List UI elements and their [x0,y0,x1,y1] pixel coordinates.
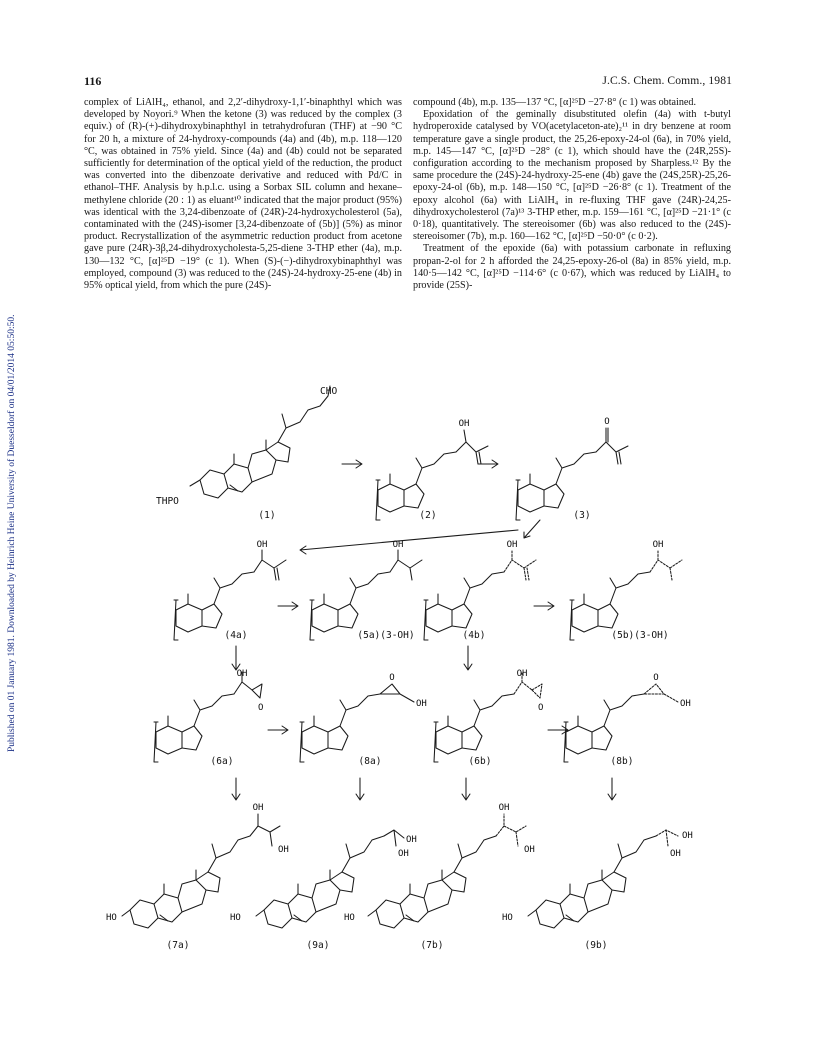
compound-5a-structure [310,550,422,640]
compound-label-2: (2) [419,510,437,521]
epoxide-o-label: O [538,703,544,713]
compound-9b-structure [528,830,678,928]
arrow-4a-to-5a [278,602,298,610]
journal-header: J.C.S. Chem. Comm., 1981 [602,74,732,87]
compound-label-9a: (9a) [306,940,330,951]
compound-label-3: (3) [573,510,591,521]
compound-label-7a: (7a) [166,940,190,951]
oh-label: OH [278,845,289,855]
oh-label: OH [236,669,248,679]
compound-3-structure [516,428,628,520]
compound-label-6b: (6b) [468,756,492,767]
reaction-scheme [0,380,816,980]
arrow-8a-to-9a [356,778,364,800]
ho-label: HO [106,913,117,923]
arrow-6a-to-7a [232,778,240,800]
ho-label: HO [344,913,355,923]
oh-label: OH [506,540,518,550]
oh-label: OH [256,540,268,550]
oh-label: OH [406,835,417,845]
compound-4a-structure [174,550,286,640]
arrow-1-to-2 [342,460,362,468]
compound-label-5b: (5b)(3-OH) [611,630,669,641]
ketone-o-label: O [604,417,610,427]
compound-label-1: (1) [258,510,276,521]
compound-5b-structure [570,550,682,640]
right-column [413,97,731,292]
cho-label: CHO [320,386,338,397]
arrow-8b-to-9b [608,778,616,800]
compound-label-6a: (6a) [210,756,234,767]
compound-8b-structure [564,684,678,762]
oh-label: OH [392,540,404,550]
paragraph: Treatment of the epoxide (6a) with potassium carbonate in refluxing propan-2-ol for 2 h afforded the 24,25-epoxy-26-ol (8a) in 85% yield, m.p. 140·5—142 °C, [α]²⁵D −114·6° (c 0·67), which was reduced by LiAlH₄ to provide (25S)- [413,243,731,292]
compound-8a-structure [300,684,414,762]
paragraph: complex of LiAlH₄, ethanol, and 2,2′-dihydroxy-1,1′-binaphthyl which was developed by Noyori.⁹ When the ketone (3) was reduced by the complex (3 equiv.) of (R)-(+)-dihydroxybinaphthyl in tetrahydrofuran (THF) at −90 °C for 20 h, a mixture of 24-hydroxy-compounds (4a) and (4b), m.p. 118—120 °C, was obtained in 75% yield. Since (4a) and (4b) could not be separated sufficiently for determination of the optical yield of the reduction, the product was converted into the dibenzoate derivative and reduced with Pd/C in ethanol–THF. Analysis by h.p.l.c. using a Sorbax SIL column and hexane–methylene chloride (20 : 1) as eluant¹⁰ indicated that the major product (95%) was identical with the 3,24-dibenzoate of (24R)-24-hydroxycholesterol (5a), contaminated with the (24S)-isomer [3,24-dibenzoate of (5b)] (5%) as minor product. Recrystallization of the asymmetric reduction product from acetone gave pure (24R)-3β,24-dihydroxycholesta-5,25-diene 3-THP ether (4a), m.p. 130—132 °C, [α]²⁵D −19° (c 1). When (S)-(−)-dihydroxybinaphthyl was employed, compound (3) was reduced to the (24S)-24-hydroxy-25-ene (4b) in 95% optical yield, from which the pure (24S)- [84,97,402,292]
epoxide-o-label: O [653,673,659,683]
compound-label-4b: (4b) [462,630,486,641]
left-column [84,97,402,292]
epoxide-o-label: O [389,673,395,683]
arrow-3-down [524,520,540,538]
oh-label: OH [416,699,427,709]
compound-label-7b: (7b) [420,940,444,951]
arrow-6b-to-7b [462,778,470,800]
arrow-4b-to-5b [534,602,554,610]
paragraph: Epoxidation of the geminally disubstituted olefin (4a) with t-butyl hydroperoxide catalysed by VO(acetylaceton-ate)₂¹¹ in dry benzene at room temperature gave a single product, the 25,26-epoxy-24-ol (6a), in 70% yield, m.p. 145—147 °C, [α]²⁵D −28° (c 1), which should have the (24R,25S)-configuration according to the mechanism proposed by Sharpless.¹² By the same procedure the (24S)-24-hydroxy-25-ene (4b) gave the (24S,25R)-25,26-epoxy-24-ol (6b), m.p. 148—150 °C, [α]²⁵D −26·8° (c 1). Treatment of the epoxy alcohol (6a) with LiAlH₄ in re-fluxing THF gave (24R)-24,25-dihydroxycholesterol (7a)¹³ 3-THP ether, m.p. 159—161 °C, [α]²⁵D −21·1° (c 0·18), quantitatively. The stereoisomer (6b) was also reduced to the (24S)-stereoisomer (7b), m.p. 160—162 °C, [α]²⁵D −50·0° (c 0·2). [413,109,731,243]
epoxide-o-label: O [258,703,264,713]
compound-label-4a: (4a) [224,630,248,641]
ho-label: HO [502,913,513,923]
oh-label: OH [524,845,535,855]
oh-label: OH [398,849,409,859]
compound-1-structure [190,386,330,498]
compound-4b-structure [424,550,536,640]
paragraph: compound (4b), m.p. 135—137 °C, [α]²⁵D −27·8° (c 1) was obtained. [413,97,696,108]
download-watermark: Published on 01 January 1981. Downloaded by Heinrich Heine University of Duesseldorf on 04/01/2014 05:50:50. [7,314,17,752]
compound-2-structure [376,430,488,520]
compound-label-8a: (8a) [358,756,382,767]
arrow-4b-to-6b [464,646,472,670]
oh-label: OH [458,419,470,429]
oh-label: OH [252,803,264,813]
compound-6a-structure [154,672,262,762]
compound-label-5a: (5a)(3-OH) [357,630,415,641]
arrow-3-to-4a [300,530,518,554]
oh-label: OH [682,831,693,841]
arrow-6a-to-8a [268,726,288,734]
arrow-4a-to-6a [232,646,240,670]
compound-label-8b: (8b) [610,756,634,767]
ho-label: HO [230,913,241,923]
oh-label: OH [670,849,681,859]
oh-label: OH [652,540,664,550]
thpo-label: THPO [156,496,179,507]
compound-6b-structure [434,672,542,762]
page-number: 116 [84,74,102,88]
compound-label-9b: (9b) [584,940,608,951]
compound-7a-structure [122,814,280,928]
oh-label: OH [516,669,528,679]
oh-label: OH [498,803,510,813]
oh-label: OH [680,699,691,709]
